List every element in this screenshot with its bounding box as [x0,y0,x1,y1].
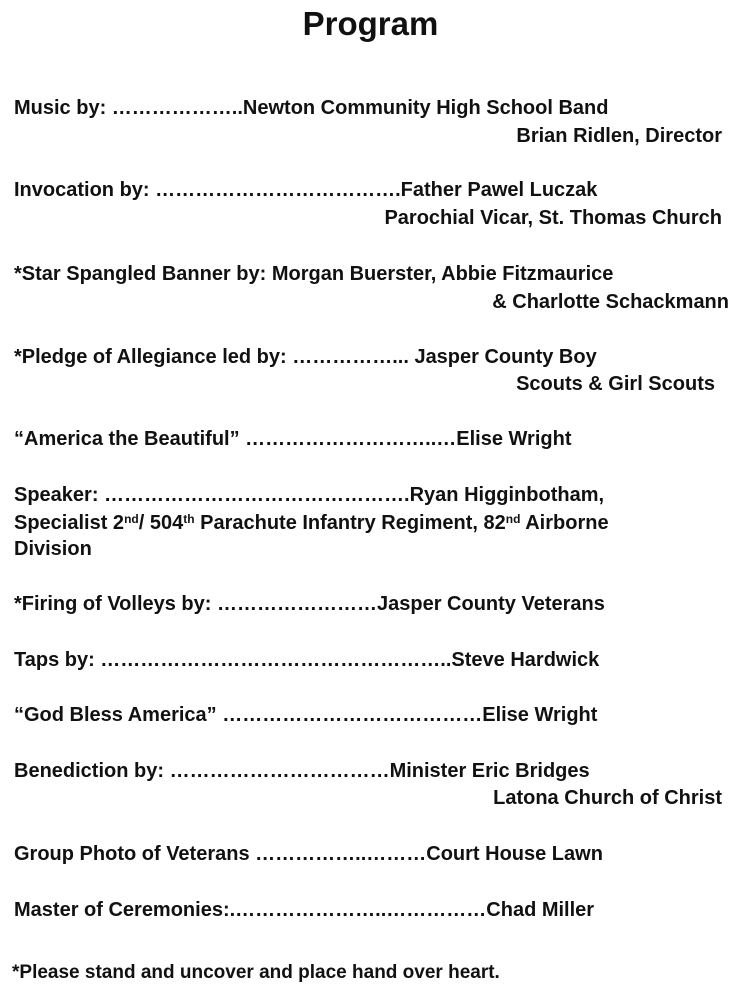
program-item-anthem: *Star Spangled Banner by: Morgan Buerster, Abbie Fitzmaurice [14,263,614,285]
program-item-invocation: Invocation by: ……………………………….Father Pawel Luczak [14,179,598,201]
program-item-america-the-beautiful: “America the Beautiful” ………………………..…Elise Wright [14,428,572,450]
program-item-taps: Taps by: ……………………………………………..Steve Hardwick [14,649,600,671]
speaker-regiment-text: Parachute Infantry Regiment, 82 [194,512,506,534]
ordinal-suffix: nd [505,512,521,526]
ordinal-suffix: nd [124,512,139,526]
program-item-firing-of-volleys: *Firing of Volleys by: ……………………Jasper County Veterans [14,593,605,615]
speaker-rank-text: Specialist 2 [14,512,125,534]
program-item-speaker-detail [14,511,609,535]
speaker-airborne-text: Airborne [520,512,609,534]
program-item-master-of-ceremonies: Master of Ceremonies:.…………………..……………Chad Miller [14,899,595,921]
program-item-speaker-division: Division [14,538,92,560]
footnote: *Please stand and uncover and place hand over heart. [12,962,500,983]
program-item-group-photo: Group Photo of Veterans ……………..………Court House Lawn [14,843,603,865]
program-item-speaker: Speaker: ……………………………………….Ryan Higginbotham, [14,484,605,506]
program-item-god-bless-america: “God Bless America” …………………………………Elise Wright [14,704,598,726]
page-title: Program [302,5,439,42]
program-item-benediction: Benediction by: ……………………………Minister Eric Bridges [14,760,590,782]
program-item-pledge-detail: Scouts & Girl Scouts [516,373,715,395]
program-item-anthem-detail: & Charlotte Schackmann [492,291,729,313]
program-item-benediction-detail: Latona Church of Christ [493,787,722,809]
program-item-pledge: *Pledge of Allegiance led by: ……………... Jasper County Boy [14,346,597,368]
program-item-music-detail: Brian Ridlen, Director [516,125,722,147]
speaker-unit-text: / 504 [138,512,184,534]
ordinal-suffix: th [183,512,195,526]
program-item-invocation-detail: Parochial Vicar, St. Thomas Church [384,207,722,229]
program-item-music: Music by: ………………..Newton Community High School Band [14,97,609,119]
